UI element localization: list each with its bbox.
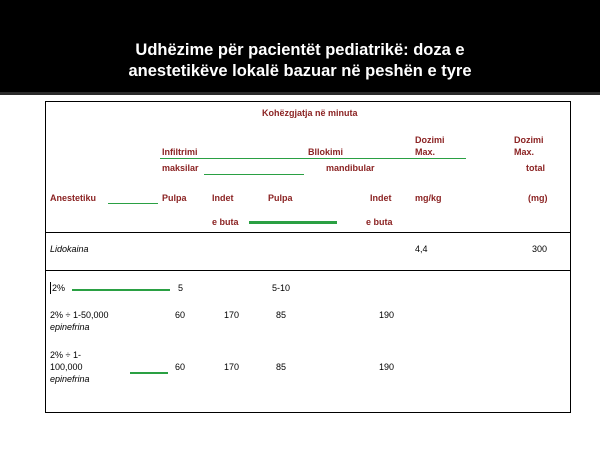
header-unit-mg: (mg) — [528, 193, 548, 203]
row-divider-1 — [45, 270, 571, 271]
header-total: total — [526, 163, 545, 173]
row-lidokaina-dose: 4,4 — [415, 244, 428, 254]
header-block: Bllokimi — [308, 147, 344, 157]
text-cursor — [50, 282, 51, 294]
header-soft-sub-1: e buta — [212, 217, 239, 227]
header-soft-infiltration: Indet — [212, 193, 234, 203]
row-epi50-name-1: 2% ÷ 1-50,000 — [50, 310, 109, 320]
row-2pct-blk-pulp: 5-10 — [272, 283, 291, 293]
title-divider — [0, 92, 600, 95]
row-epi50-inf-soft: 170 — [224, 310, 240, 320]
row-epi100-inf-pulp: 60 — [175, 362, 186, 372]
header-mandibular: mandibular — [326, 163, 375, 173]
annotation-underline-maxillary — [204, 174, 304, 175]
header-unit-mgkg: mg/kg — [415, 193, 442, 203]
header-max-dose-2b: Max. — [514, 147, 535, 157]
row-epi50-blk-soft: 190 — [379, 310, 395, 320]
slide-title-line-1: Udhëzime për pacientët pediatrikë: doza e — [135, 41, 465, 59]
row-2pct-inf-pulp: 5 — [178, 283, 184, 293]
row-lidokaina-max: 300 — [532, 244, 548, 254]
row-lidokaina-name: Lidokaina — [50, 244, 89, 254]
annotation-underline-header — [160, 158, 466, 159]
annotation-underline-row4 — [130, 372, 168, 374]
row-2pct-name: 2% — [52, 283, 66, 293]
header-maxillary: maksilar — [162, 163, 199, 173]
row-epi100-name-3: epinefrina — [50, 374, 90, 384]
header-max-dose-1b: Max. — [415, 147, 436, 157]
header-max-dose-2: Dozimi — [514, 135, 544, 145]
row-epi50-name-2: epinefrina — [50, 322, 90, 332]
header-soft-block: Indet — [370, 193, 392, 203]
row-epi100-name-1: 2% ÷ 1- — [50, 350, 81, 360]
row-epi100-name-2: 100,000 — [50, 362, 83, 372]
row-epi100-inf-soft: 170 — [224, 362, 240, 372]
annotation-underline-soft — [249, 221, 337, 224]
row-epi100-blk-pulp: 85 — [276, 362, 287, 372]
header-divider — [45, 232, 571, 233]
header-pulp-infiltration: Pulpa — [162, 193, 187, 203]
title-bar — [0, 0, 600, 95]
header-duration: Kohëzgjatja në minuta — [262, 108, 358, 118]
annotation-underline-anesthetic — [108, 203, 158, 204]
header-infiltration: Infiltrimi — [162, 147, 198, 157]
row-epi50-inf-pulp: 60 — [175, 310, 186, 320]
header-soft-sub-2: e buta — [366, 217, 393, 227]
row-epi100-blk-soft: 190 — [379, 362, 395, 372]
header-max-dose-1: Dozimi — [415, 135, 445, 145]
slide-title-line-2: anestetikëve lokalë bazuar në peshën e tyre — [128, 62, 472, 80]
row-epi50-blk-pulp: 85 — [276, 310, 287, 320]
header-pulp-block: Pulpa — [268, 193, 293, 203]
annotation-underline-row2 — [72, 289, 170, 291]
header-anesthetic: Anestetiku — [50, 193, 97, 203]
